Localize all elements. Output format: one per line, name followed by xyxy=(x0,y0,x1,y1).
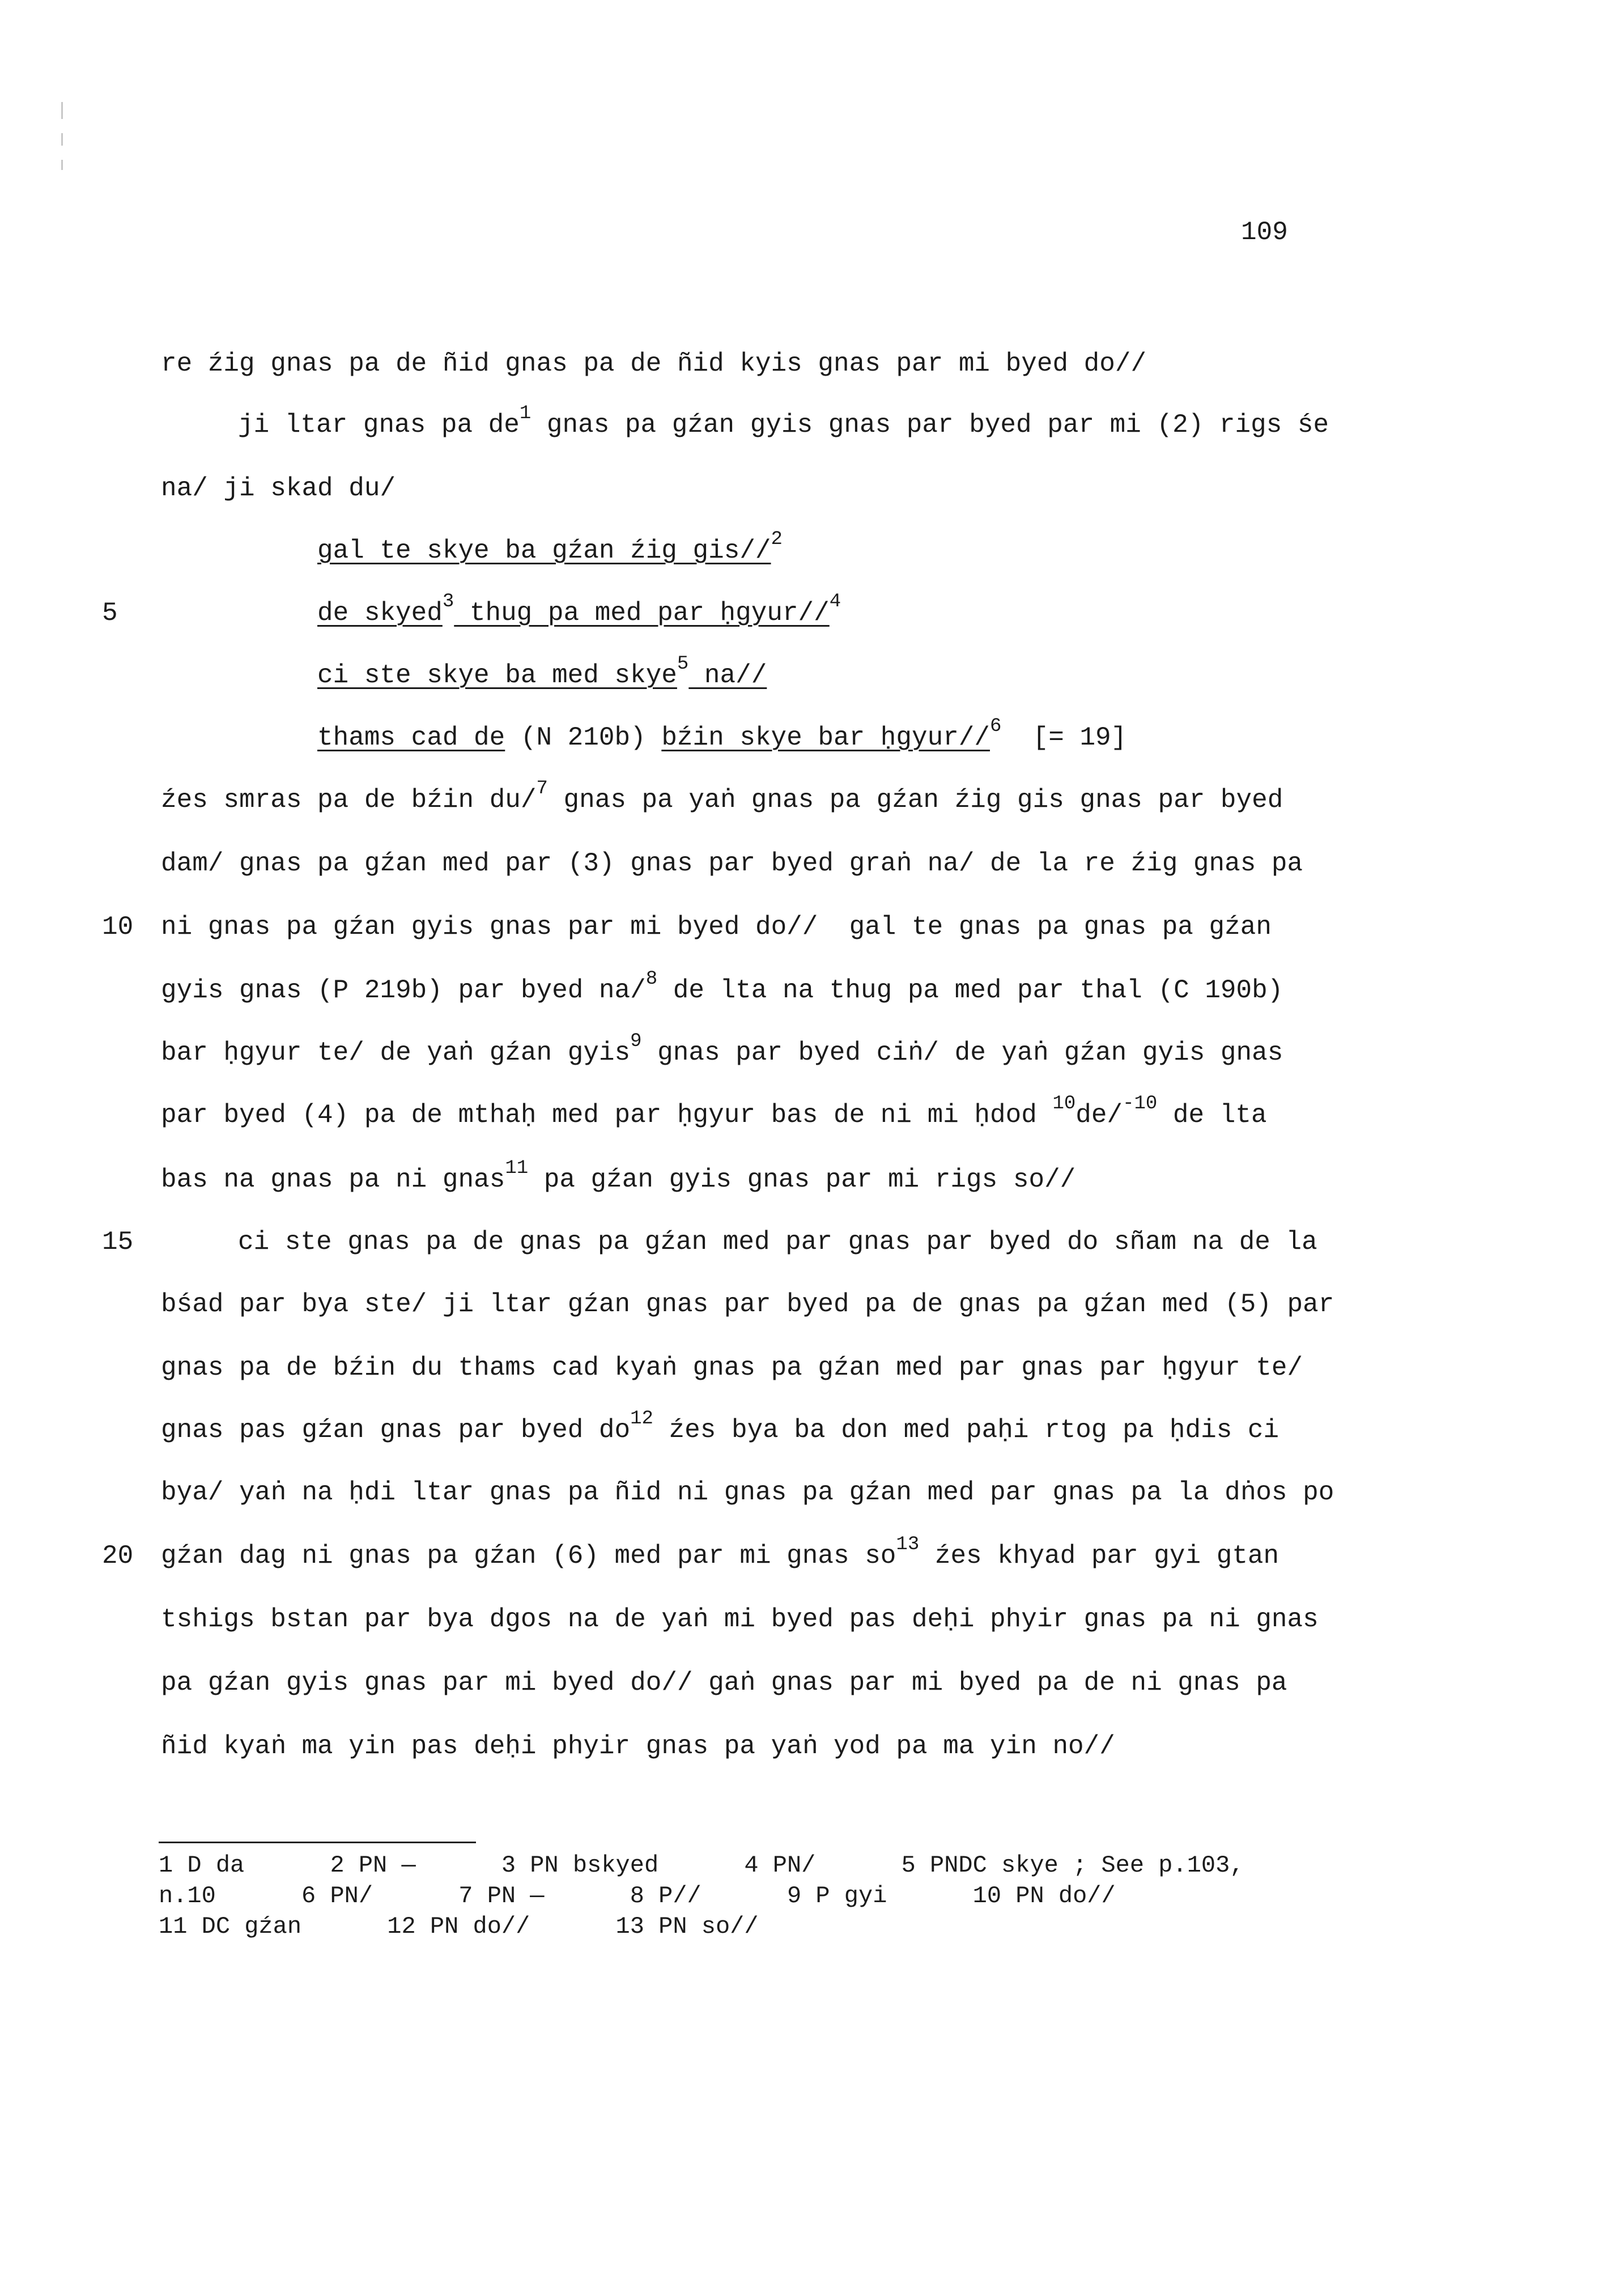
text-segment: gyis gnas (P 219b) par byed na/ xyxy=(161,976,646,1005)
text-line xyxy=(161,1351,1303,1385)
verse-text: thug pa med par ḥgyur// xyxy=(454,598,830,628)
text-segment: bas na gnas pa ni gnas xyxy=(161,1165,505,1194)
text-line xyxy=(238,403,1329,442)
text-line xyxy=(238,1225,1317,1259)
footnote-ref: -10 xyxy=(1123,1093,1158,1115)
verse-text: gal te skye ba gźan źig gis// xyxy=(317,536,771,566)
text-segment: źes bya ba don med paḥi rtog pa ḥdis ci xyxy=(653,1415,1279,1445)
text-segment: de/ xyxy=(1075,1100,1123,1130)
text-segment: pa gźan gyis gnas par mi byed do// gaṅ gnas par mi byed pa de ni gnas pa xyxy=(161,1668,1287,1698)
footnote-ref: 4 xyxy=(829,591,841,613)
text-segment: tshigs bstan par bya dgos na de yaṅ mi byed pas deḥi phyir gnas pa ni gnas xyxy=(161,1605,1319,1634)
footnote-line: 1 D da 2 PN — 3 PN bskyed 4 PN/ 5 PNDC skye ; See p.103, xyxy=(159,1852,1244,1879)
footnote-ref: 11 xyxy=(505,1158,529,1179)
text-line xyxy=(161,1287,1334,1321)
verse-text: bźin skye bar ḥgyur// xyxy=(661,723,990,752)
text-line xyxy=(161,1534,1279,1573)
text-segment: ji ltar gnas pa de xyxy=(238,410,520,440)
text-segment: bar ḥgyur te/ de yaṅ gźan gyis xyxy=(161,1038,631,1068)
text-segment: źes smras pa de bźin du/ xyxy=(161,785,537,815)
text-line xyxy=(161,968,1283,1007)
text-segment: gnas pa yaṅ gnas pa gźan źig gis gnas par byed xyxy=(547,785,1283,815)
verse-text: thams cad de xyxy=(317,723,505,752)
text-segment: ni gnas pa gźan gyis gnas par mi byed do// gal te gnas pa gnas pa gźan xyxy=(161,912,1272,942)
text-segment: na/ ji skad du/ xyxy=(161,474,396,503)
verse-text: na// xyxy=(688,661,767,690)
footnote-ref: 7 xyxy=(536,778,548,800)
footnote-ref: 2 xyxy=(771,529,783,550)
text-segment: ci ste gnas pa de gnas pa gźan med par gnas par byed do sñam na de la xyxy=(238,1227,1317,1257)
text-segment: źes khyad par gyi gtan xyxy=(919,1541,1279,1571)
text-line xyxy=(317,716,1127,755)
text-segment: gnas par byed ciṅ/ de yaṅ gźan gyis gnas xyxy=(641,1038,1283,1068)
text-segment: pa gźan gyis gnas par mi rigs so// xyxy=(528,1165,1076,1194)
text-line xyxy=(161,471,396,505)
text-line xyxy=(161,1476,1334,1510)
footnote-ref: 6 xyxy=(990,716,1002,737)
text-line xyxy=(317,591,841,630)
text-segment: gnas pas gźan gnas par byed do xyxy=(161,1415,631,1445)
text-line xyxy=(317,529,783,568)
footnote-separator xyxy=(159,1842,476,1843)
line-number: 10 xyxy=(102,912,134,942)
text-line xyxy=(161,847,1303,881)
text-line xyxy=(317,653,767,692)
scan-speck xyxy=(61,160,63,170)
scan-speck xyxy=(61,133,63,146)
footnote-line: 11 DC gźan 12 PN do// 13 PN so// xyxy=(159,1913,759,1940)
text-segment: de lta na thug pa med par thal (C 190b) xyxy=(657,976,1283,1005)
text-segment: gnas pa gźan gyis gnas par byed par mi (2) rigs śe xyxy=(531,410,1329,440)
text-segment: ñid kyaṅ ma yin pas deḥi phyir gnas pa yaṅ yod pa ma yin no// xyxy=(161,1732,1115,1761)
text-line xyxy=(161,1093,1267,1132)
footnote-ref: 1 xyxy=(519,403,532,424)
text-segment: re źig gnas pa de ñid gnas pa de ñid kyis gnas par mi byed do// xyxy=(161,349,1147,379)
scan-speck xyxy=(61,102,63,119)
text-segment: bśad par bya ste/ ji ltar gźan gnas par byed pa de gnas pa gźan med (5) par xyxy=(161,1290,1334,1319)
text-line xyxy=(161,347,1146,381)
text-line xyxy=(161,1729,1115,1763)
line-number: 5 xyxy=(102,598,118,628)
footnote-ref: 12 xyxy=(630,1408,653,1430)
page-number: 109 xyxy=(1241,218,1288,247)
text-segment: gnas pa de bźin du thams cad kyaṅ gnas pa gźan med par gnas par ḥgyur te/ xyxy=(161,1353,1303,1383)
text-segment: (N 210b) xyxy=(505,723,662,752)
line-number: 20 xyxy=(102,1541,134,1571)
footnote-ref: 10 xyxy=(1052,1093,1076,1115)
text-line xyxy=(161,1408,1279,1447)
text-segment: par byed (4) pa de mthaḥ med par ḥgyur bas de ni mi ḥdod xyxy=(161,1100,1053,1130)
text-segment: dam/ gnas pa gźan med par (3) gnas par byed graṅ na/ de la re źig gnas pa xyxy=(161,849,1303,878)
footnote-ref: 13 xyxy=(896,1534,920,1555)
footnote-ref: 5 xyxy=(677,653,689,675)
text-line xyxy=(161,1602,1319,1636)
text-line xyxy=(161,1158,1076,1197)
footnote-ref: 8 xyxy=(645,968,658,990)
verse-text: de skyed xyxy=(317,598,443,628)
verse-text: ci ste skye ba med skye xyxy=(317,661,677,690)
text-segment: de lta xyxy=(1157,1100,1267,1130)
text-segment: [= 19] xyxy=(1001,723,1127,752)
text-segment: bya/ yaṅ na ḥdi ltar gnas pa ñid ni gnas pa gźan med par gnas pa la dṅos po xyxy=(161,1478,1334,1507)
text-line xyxy=(161,1031,1283,1070)
text-line xyxy=(161,910,1272,944)
line-number: 15 xyxy=(102,1227,134,1257)
text-line xyxy=(161,1666,1287,1700)
footnote-ref: 3 xyxy=(442,591,454,613)
footnote-ref: 9 xyxy=(630,1031,642,1052)
text-segment: gźan dag ni gnas pa gźan (6) med par mi gnas so xyxy=(161,1541,896,1571)
text-line xyxy=(161,778,1283,817)
footnote-line: n.10 6 PN/ 7 PN — 8 P// 9 P gyi 10 PN do// xyxy=(159,1882,1116,1910)
